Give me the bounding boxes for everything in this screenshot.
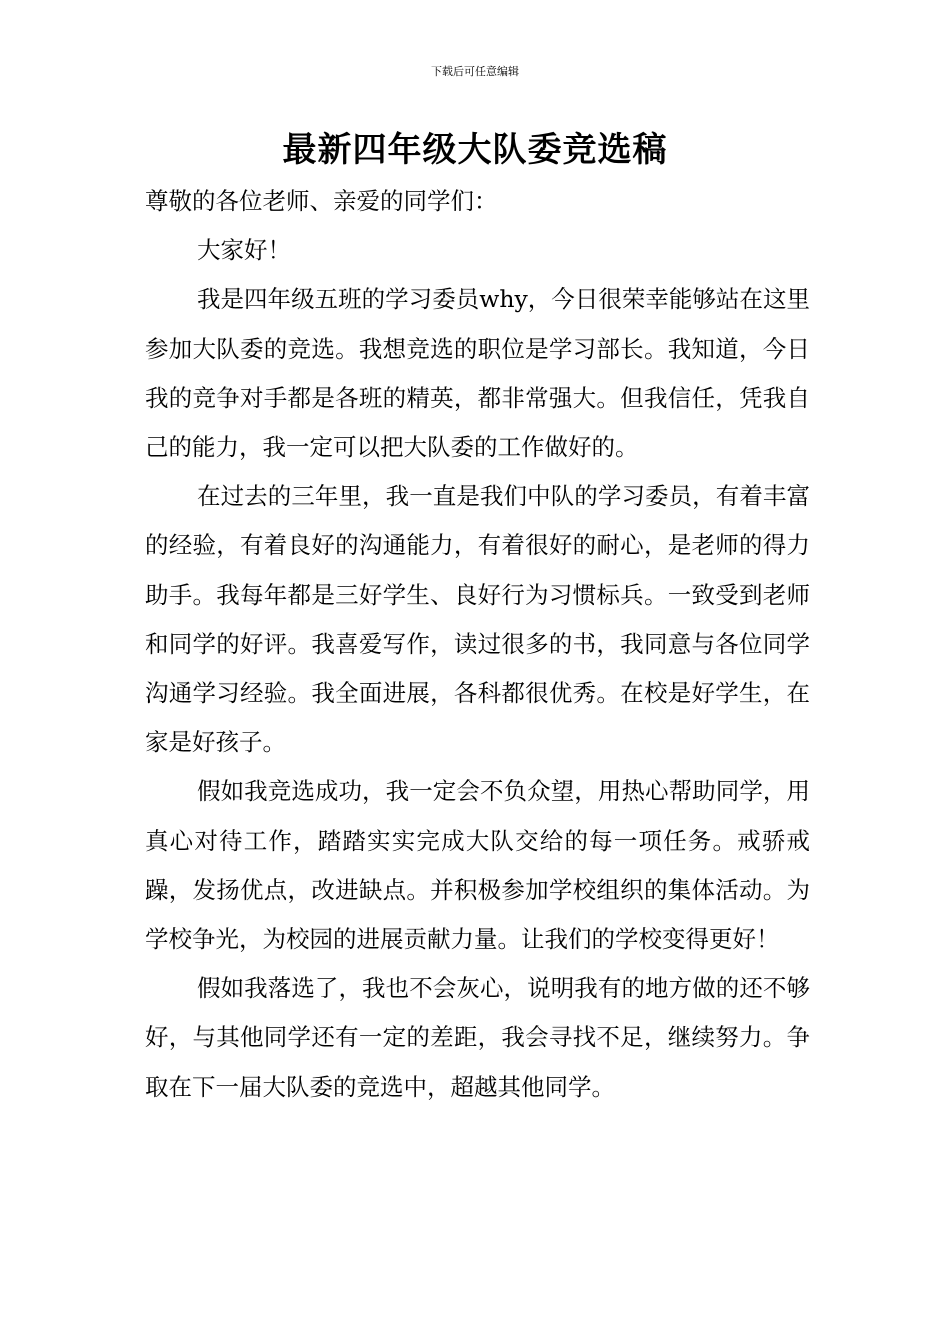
paragraph-3: 假如我竞选成功，我一定会不负众望，用热心帮助同学，用真心对待工作，踏踏实实完成大队交给的每一项任务。戒骄戒躁，发扬优点，改进缺点。并积极参加学校组织的集体活动。为学校争光，为校园的进展贡献力量。让我们的学校变得更好！: [145, 777, 810, 954]
paragraph-4: 假如我落选了，我也不会灰心，说明我有的地方做的还不够好，与其他同学还有一定的差距，我会寻找不足，继续努力。争取在下一届大队委的竞选中，超越其他同学。: [145, 974, 810, 1101]
document-body: [145, 177, 810, 1112]
salutation: 尊敬的各位老师、亲爱的同学们：: [145, 187, 498, 215]
greeting: 大家好！: [197, 236, 291, 265]
header-note: 下载后可任意编辑: [431, 65, 519, 78]
paragraph-2: 在过去的三年里，我一直是我们中队的学习委员，有着丰富的经验，有着良好的沟通能力，有着很好的耐心，是老师的得力助手。我每年都是三好学生、良好行为习惯标兵。一致受到老师和同学的好评。我喜爱写作，读过很多的书，我同意与各位同学沟通学习经验。我全面进展，各科都很优秀。在校是好学生，在家是好孩子。: [145, 482, 810, 757]
paragraph-1: 我是四年级五班的学习委员why，今日很荣幸能够站在这里参加大队委的竞选。我想竞选的职位是学习部长。我知道，今日我的竞争对手都是各班的精英，都非常强大。但我信任，凭我自己的能力，我一定可以把大队委的工作做好的。: [145, 285, 810, 462]
document-title: 最新四年级大队委竞选稿: [282, 130, 668, 170]
